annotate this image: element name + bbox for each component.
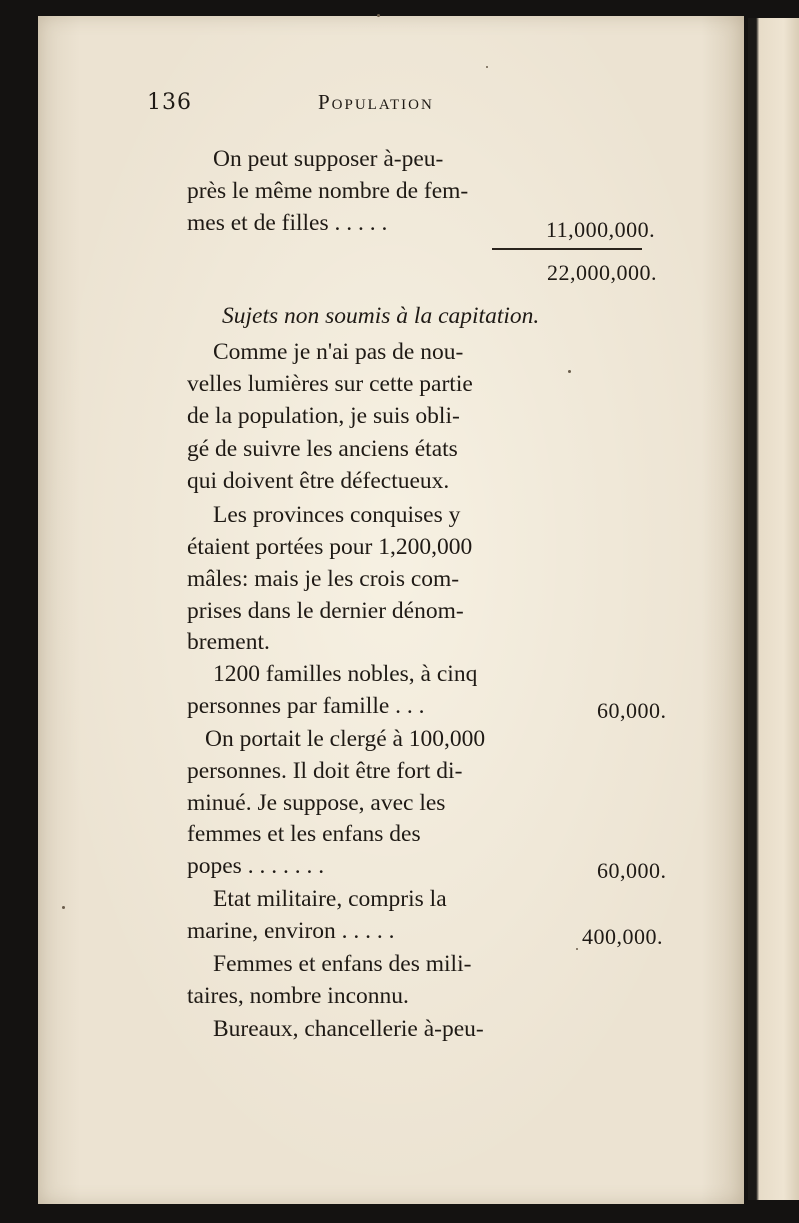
figure-value: 11,000,000. [546,217,656,242]
text-line: gé de suivre les anciens états [187,436,458,462]
text-line: velles lumières sur cette partie [187,371,473,397]
text-line: mâles: mais je les crois com- [187,566,460,592]
text-line: brement. [187,629,270,655]
text-line: Bureaux, chancellerie à-peu- [213,1016,484,1042]
text-line: prises dans le dernier dénom- [187,598,464,624]
text-line: personnes. Il doit être fort di- [187,758,463,784]
text-line: Etat militaire, compris la [213,886,447,912]
text-line: popes . . . . . . . [187,853,325,879]
ink-speck [377,14,380,17]
text-line: Comme je n'ai pas de nou- [213,339,464,365]
page-number: 136 [147,90,192,115]
text-line: femmes et les enfans des [187,821,421,847]
text-line: 1200 familles nobles, à cinq [213,661,478,687]
text-line: minué. Je suppose, avec les [187,790,446,816]
text-line: On peut supposer à-peu- [213,146,444,172]
running-head: Population [318,90,434,114]
ink-speck [486,66,488,68]
ink-speck [576,948,578,950]
text-line: On portait le clergé à 100,000 [205,726,486,752]
text-line: marine, environ . . . . . [187,918,395,944]
figure-total: 22,000,000. [547,260,657,285]
sum-rule [492,248,642,250]
text-line: étaient portées pour 1,200,000 [187,534,473,560]
text-line: Les provinces conquises y [213,502,461,528]
figure-value: 60,000. [597,698,667,723]
text-line: Femmes et enfans des mili- [213,951,472,977]
text-line: de la population, je suis obli- [187,403,460,429]
text-line: qui doivent être défectueux. [187,468,450,494]
ink-speck [62,906,65,909]
figure-value: 60,000. [597,858,667,883]
text-line: taires, nombre inconnu. [187,983,409,1009]
facing-page-edge [748,18,799,1200]
figure-value: 400,000. [582,924,663,949]
ink-speck [568,370,571,373]
text-line: personnes par famille . . . [187,693,425,719]
section-heading: Sujets non soumis à la capitation. [222,303,540,329]
text-line: près le même nombre de fem- [187,178,469,204]
text-line: mes et de filles . . . . . [187,210,388,236]
